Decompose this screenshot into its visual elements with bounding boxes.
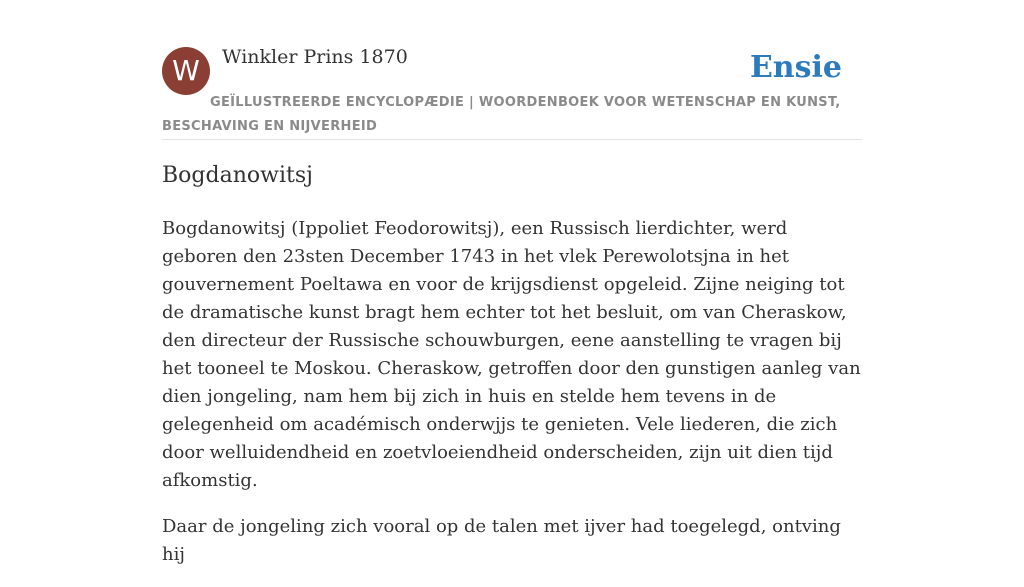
ensie-logo[interactable]: Ensie	[749, 50, 842, 85]
header-divider	[162, 139, 862, 140]
paragraph: Bogdanowitsj (Ippoliet Feodorowitsj), een Russisch lierdichter, werd geboren den 23sten December 1743 in het vlek Perewolotsjna in het gouvernement Poeltawa en voor de krijgsdienst opgeleid. Zijne neiging tot de dramatische kunst bragt hem echter tot het besluit, om van Cheraskow, den directeur der Russische schouwburgen, eene aanstelling te vragen bij het tooneel te Moskou. Cheraskow, getroffen door den gunstigen aanleg van dien jongeling, nam hem bij zich in huis en stelde hem tevens in de gelegenheid om académisch onderwjjs te genieten. Vele liederen, die zich door welluidendheid en zoetvloeiendheid onderscheiden, zijn uit dien tijd afkomstig.	[162, 218, 861, 491]
entry-body	[162, 215, 862, 587]
source-avatar[interactable]: W	[162, 47, 210, 95]
source-subtitle: GEÏLLUSTREERDE ENCYCLOPÆDIE | WOORDENBOEK VOOR WETENSCHAP EN KUNST, BESCHAVING EN NIJVERHEID	[162, 95, 841, 134]
source-title-link[interactable]: Winkler Prins 1870	[222, 46, 408, 68]
entry-title: Bogdanowitsj	[162, 163, 313, 188]
paragraph: Daar de jongeling zich vooral op de talen met ijver had toegelegd, ontving hij	[162, 516, 841, 565]
